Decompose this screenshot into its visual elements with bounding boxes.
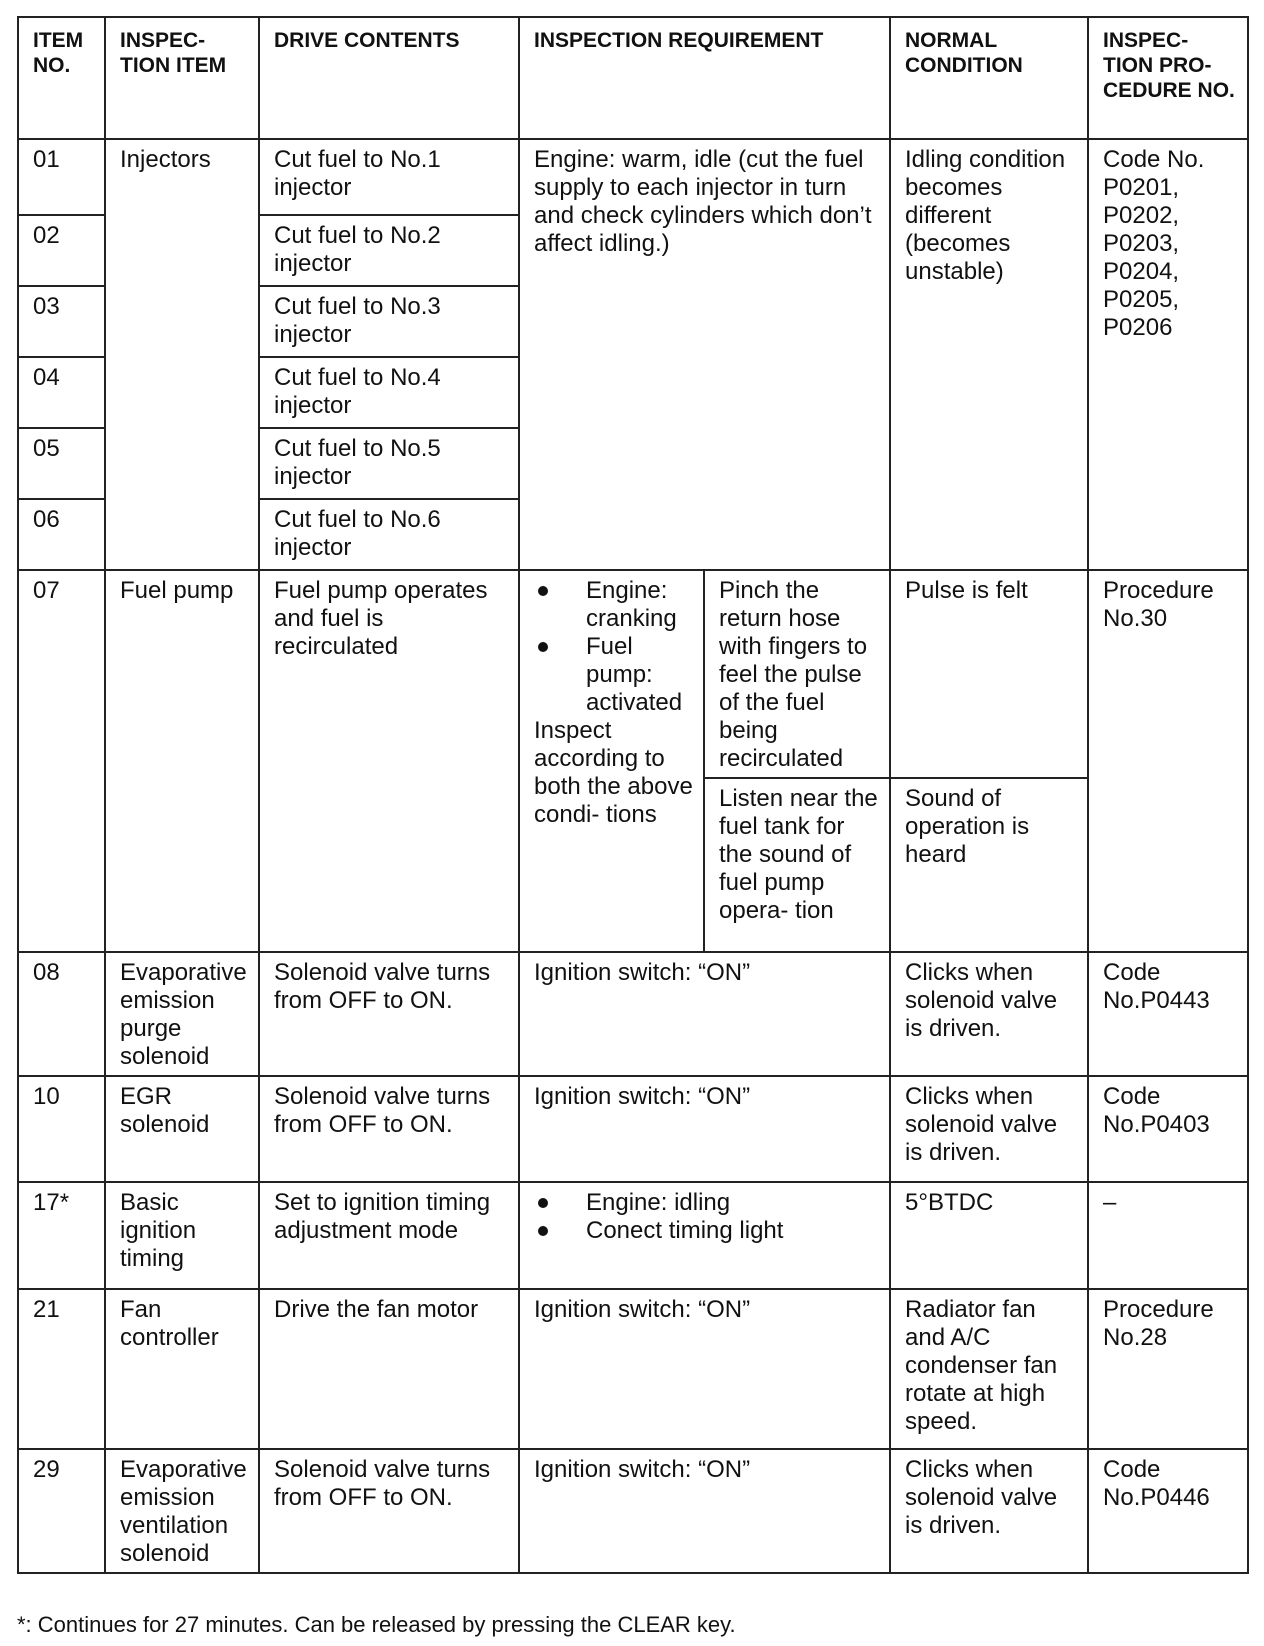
procedure-no: Procedure No.28 [1088, 1289, 1248, 1449]
bullet-item: Fuel pump: activated [534, 633, 693, 717]
drive-contents: Cut fuel to No.1 injector [259, 139, 519, 215]
inspection-table [17, 16, 1249, 1574]
table-row [18, 570, 1248, 778]
bullet-item: Conect timing light [534, 1217, 879, 1245]
item-no: 02 [18, 215, 105, 286]
header-procedure-no: INSPEC- TION PRO- CEDURE NO. [1088, 17, 1248, 139]
normal-condition: Idling condition becomes different (becomes unstable) [890, 139, 1088, 570]
procedure-no: Code No.P0443 [1088, 952, 1248, 1076]
header-row [18, 17, 1248, 139]
drive-contents: Solenoid valve turns from OFF to ON. [259, 952, 519, 1076]
procedure-no: – [1088, 1182, 1248, 1289]
drive-contents: Cut fuel to No.3 injector [259, 286, 519, 357]
procedure-no: Code No.P0446 [1088, 1449, 1248, 1573]
table-row [18, 1182, 1248, 1289]
item-no: 29 [18, 1449, 105, 1573]
inspect-note: Inspect according to both the above condi- tions [534, 717, 693, 828]
inspection-requirement [519, 570, 704, 952]
procedure-no: Code No. P0201, P0202, P0203, P0204, P0205, P0206 [1088, 139, 1248, 570]
item-no: 04 [18, 357, 105, 428]
check-method: Pinch the return hose with fingers to feel the pulse of the fuel being recirculated [704, 570, 890, 778]
item-no: 10 [18, 1076, 105, 1182]
drive-contents: Solenoid valve turns from OFF to ON. [259, 1076, 519, 1182]
item-no: 03 [18, 286, 105, 357]
header-inspection-requirement: INSPECTION REQUIREMENT [519, 17, 890, 139]
header-inspection-item: INSPEC- TION ITEM [105, 17, 259, 139]
inspection-requirement: Ignition switch: “ON” [519, 952, 890, 1076]
normal-condition: 5°BTDC [890, 1182, 1088, 1289]
table-row [18, 139, 1248, 215]
inspection-requirement: Ignition switch: “ON” [519, 1289, 890, 1449]
drive-contents: Solenoid valve turns from OFF to ON. [259, 1449, 519, 1573]
drive-contents: Set to ignition timing adjustment mode [259, 1182, 519, 1289]
inspection-item: Evaporative emission purge solenoid [105, 952, 259, 1076]
table-row [18, 1449, 1248, 1573]
normal-condition: Clicks when solenoid valve is driven. [890, 952, 1088, 1076]
table-row [18, 1289, 1248, 1449]
header-drive-contents: DRIVE CONTENTS [259, 17, 519, 139]
bullet-item: Engine: idling [534, 1189, 879, 1217]
drive-contents: Drive the fan motor [259, 1289, 519, 1449]
normal-condition: Clicks when solenoid valve is driven. [890, 1076, 1088, 1182]
condition-list [534, 1189, 879, 1245]
drive-contents: Cut fuel to No.4 injector [259, 357, 519, 428]
normal-condition: Sound of operation is heard [890, 778, 1088, 952]
drive-contents: Cut fuel to No.2 injector [259, 215, 519, 286]
item-no: 08 [18, 952, 105, 1076]
item-no: 01 [18, 139, 105, 215]
header-normal-condition: NORMAL CONDITION [890, 17, 1088, 139]
drive-contents: Cut fuel to No.5 injector [259, 428, 519, 499]
inspection-item: Injectors [105, 139, 259, 570]
inspection-item: Evaporative emission ventilation solenoid [105, 1449, 259, 1573]
table-row [18, 1076, 1248, 1182]
inspection-requirement: Engine: warm, idle (cut the fuel supply to each injector in turn and check cylinders which don’t affect idling.) [519, 139, 890, 570]
drive-contents: Fuel pump operates and fuel is recirculated [259, 570, 519, 952]
item-no: 06 [18, 499, 105, 570]
item-no: 05 [18, 428, 105, 499]
check-method: Listen near the fuel tank for the sound of fuel pump opera- tion [704, 778, 890, 952]
item-no: 21 [18, 1289, 105, 1449]
header-item-no: ITEM NO. [18, 17, 105, 139]
inspection-item: Basic ignition timing [105, 1182, 259, 1289]
item-no: 17* [18, 1182, 105, 1289]
normal-condition: Pulse is felt [890, 570, 1088, 778]
inspection-requirement [519, 1182, 890, 1289]
procedure-no: Code No.P0403 [1088, 1076, 1248, 1182]
condition-list [534, 577, 693, 717]
table-row [18, 952, 1248, 1076]
inspection-item: EGR solenoid [105, 1076, 259, 1182]
footnote: *: Continues for 27 minutes. Can be released by pressing the CLEAR key. [17, 1612, 736, 1637]
item-no: 07 [18, 570, 105, 952]
drive-contents: Cut fuel to No.6 injector [259, 499, 519, 570]
inspection-requirement: Ignition switch: “ON” [519, 1076, 890, 1182]
procedure-no: Procedure No.30 [1088, 570, 1248, 952]
inspection-requirement: Ignition switch: “ON” [519, 1449, 890, 1573]
inspection-item: Fuel pump [105, 570, 259, 952]
bullet-item: Engine: cranking [534, 577, 693, 633]
normal-condition: Clicks when solenoid valve is driven. [890, 1449, 1088, 1573]
inspection-item: Fan controller [105, 1289, 259, 1449]
normal-condition: Radiator fan and A/C condenser fan rotate at high speed. [890, 1289, 1088, 1449]
